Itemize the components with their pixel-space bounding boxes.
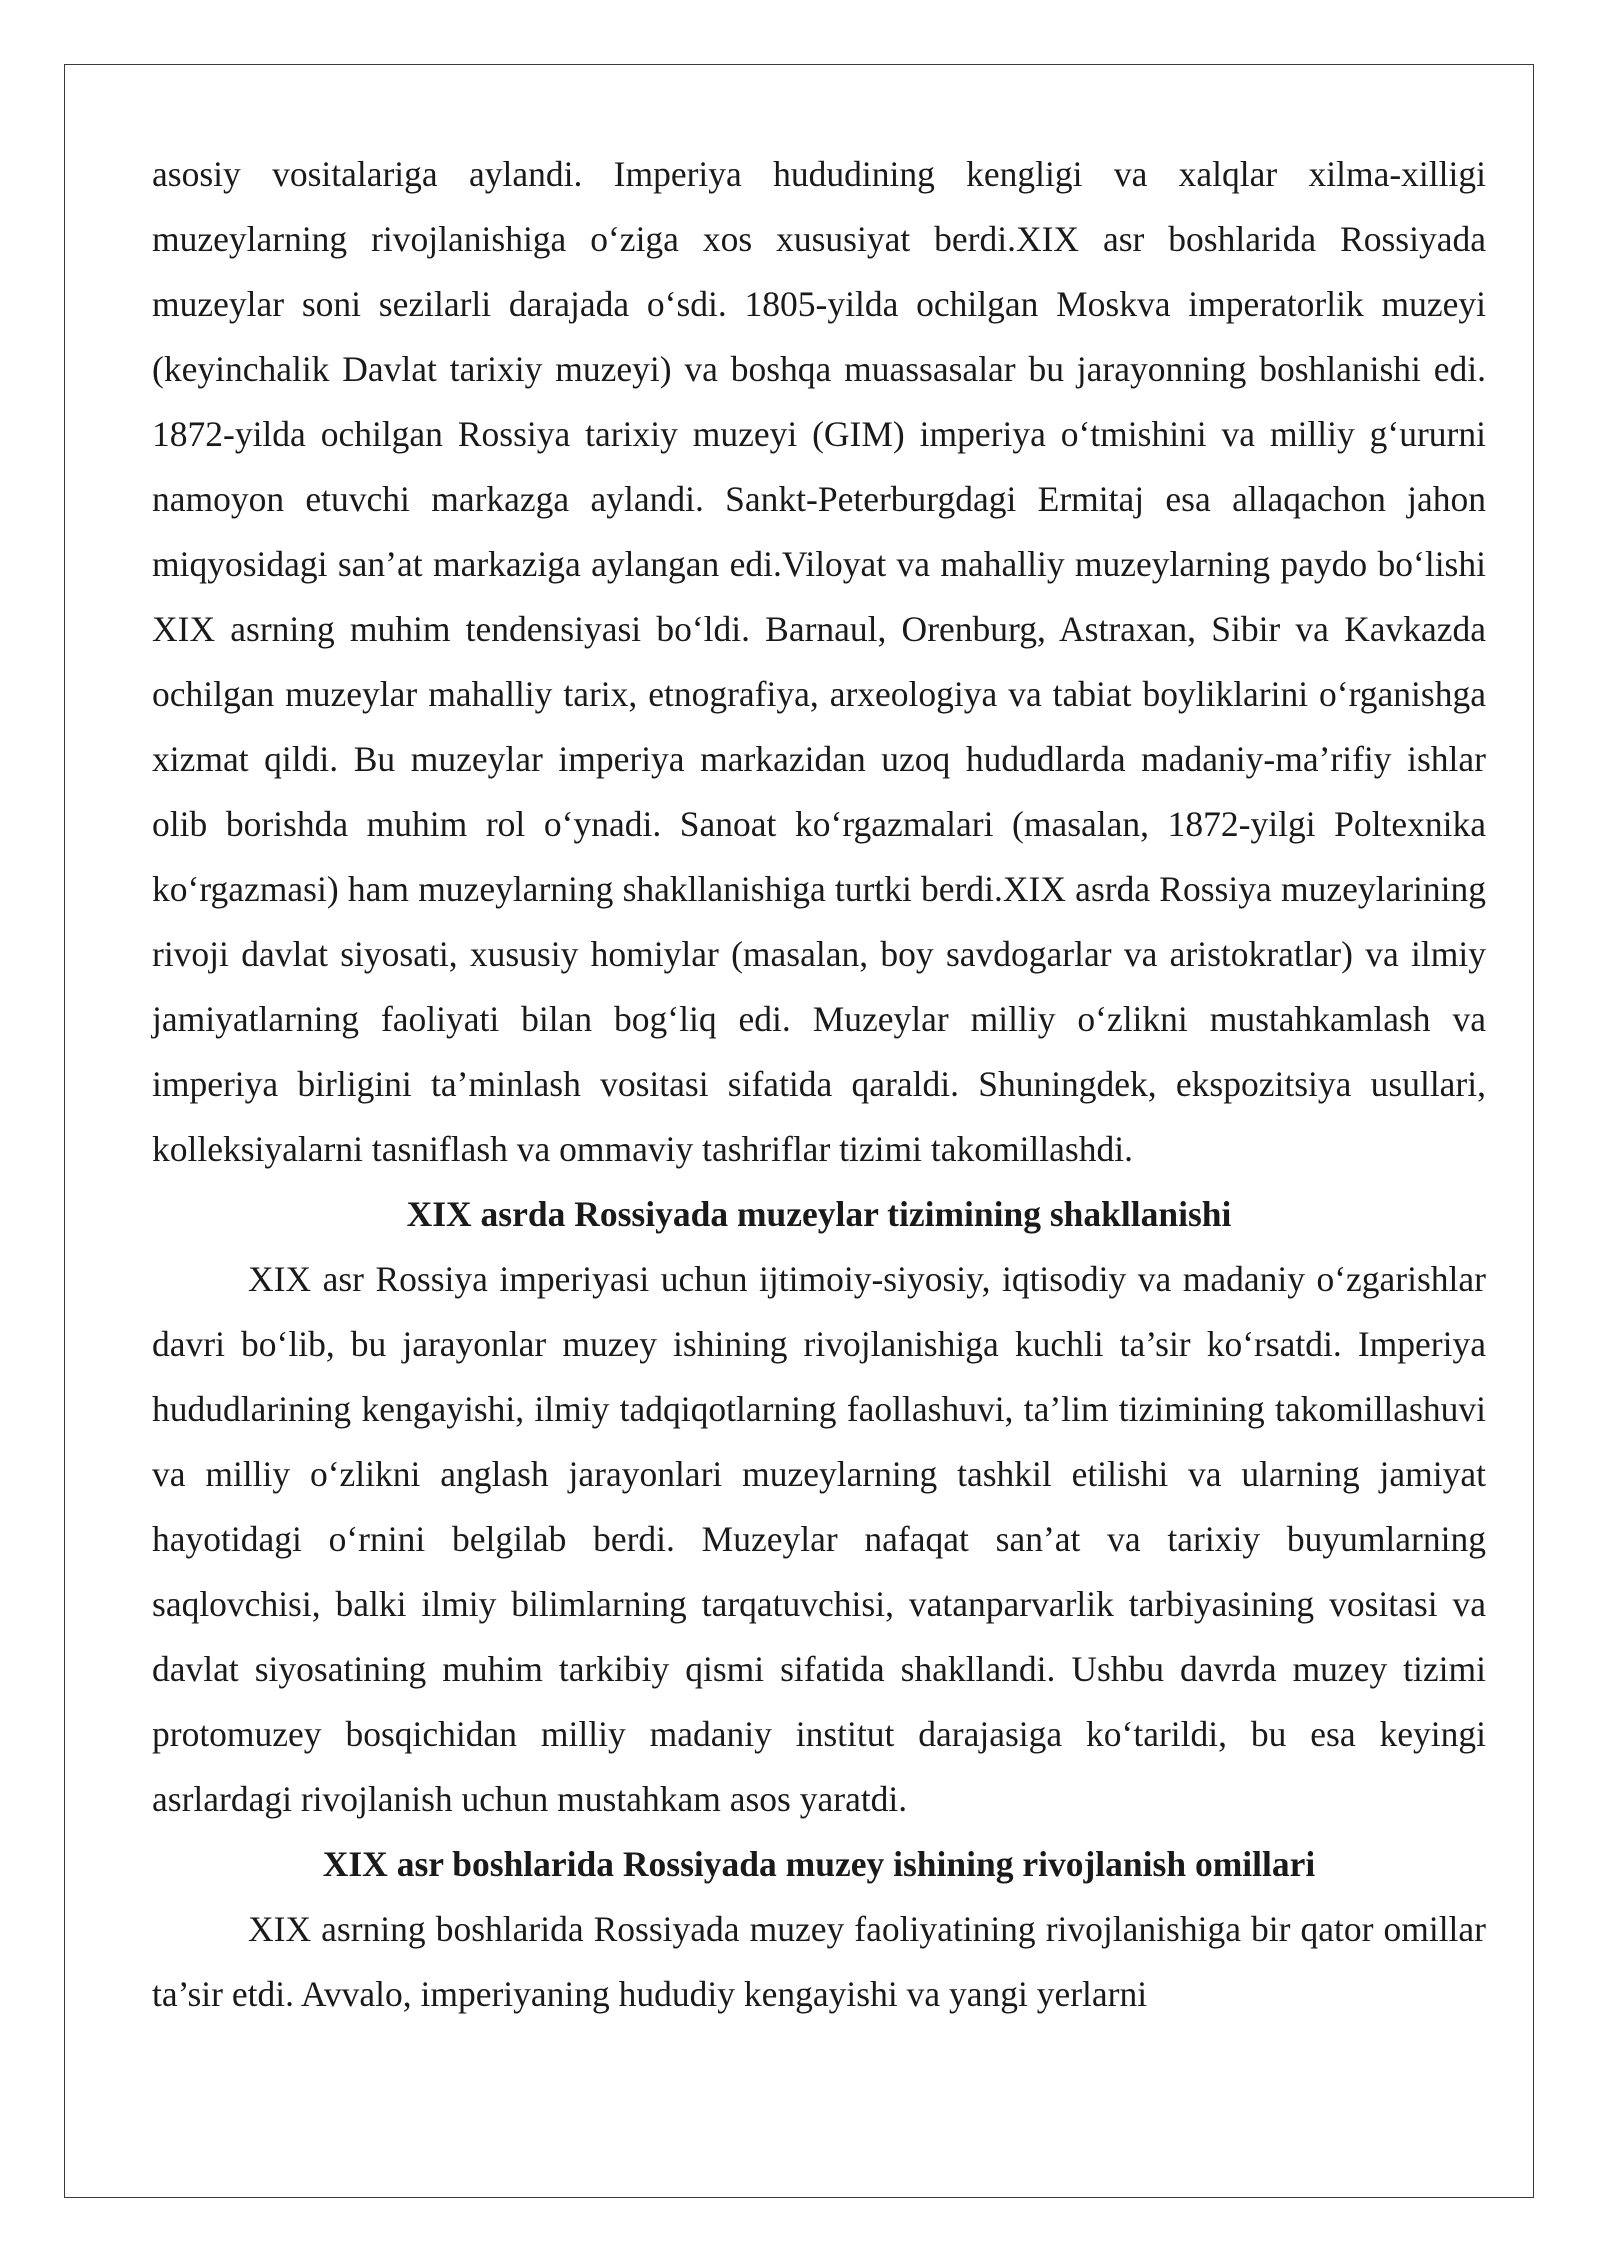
body-paragraph: XIX asrning boshlarida Rossiyada muzey faoliyatining rivojlanishiga bir qator omillar ta’sir etdi. Avvalo, imperiyaning hududiy kengayishi va yangi yerlarni [152, 1909, 1486, 2014]
section-heading: XIX asr boshlarida Rossiyada muzey ishining rivojlanish omillari [322, 1844, 1316, 1884]
document-body [152, 142, 1486, 2027]
section-heading: XIX asrda Rossiyada muzeylar tizimining shakllanishi [406, 1194, 1232, 1234]
body-paragraph: XIX asr Rossiya imperiyasi uchun ijtimoiy-siyosiy, iqtisodiy va madaniy o‘zgarishlar davri bo‘lib, bu jarayonlar muzey ishining rivojlanishiga kuchli ta’sir ko‘rsatdi. Imperiya hududlarining kengayishi, ilmiy tadqiqotlarning faollashuvi, ta’lim tizimining takomillashuvi va milliy o‘zlikni anglash jarayonlari muzeylarning tashkil etilishi va ularning jamiyat hayotidagi o‘rnini belgilab berdi. Muzeylar nafaqat san’at va tarixiy buyumlarning saqlovchisi, balki ilmiy bilimlarning tarqatuvchisi, vatanparvarlik tarbiyasining vositasi va davlat siyosatining muhim tarkibiy qismi sifatida shakllandi. Ushbu davrda muzey tizimi protomuzey bosqichidan milliy madaniy institut darajasiga ko‘tarildi, bu esa keyingi asrlardagi rivojlanish uchun mustahkam asos yaratdi. [152, 1259, 1486, 1819]
body-paragraph: asosiy vositalariga aylandi. Imperiya hududining kengligi va xalqlar xilma-xilligi muzeylarning rivojlanishiga o‘ziga xos xususiyat berdi.XIX asr boshlarida Rossiyada muzeylar soni sezilarli darajada o‘sdi. 1805-yilda ochilgan Moskva imperatorlik muzeyi (keyinchalik Davlat tarixiy muzeyi) va boshqa muassasalar bu jarayonning boshlanishi edi. 1872-yilda ochilgan Rossiya tarixiy muzeyi (GIM) imperiya o‘tmishini va milliy g‘ururni namoyon etuvchi markazga aylandi. Sankt-Peterburgdagi Ermitaj esa allaqachon jahon miqyosidagi san’at markaziga aylangan edi.Viloyat va mahalliy muzeylarning paydo bo‘lishi XIX asrning muhim tendensiyasi bo‘ldi. Barnaul, Orenburg, Astraxan, Sibir va Kavkazda ochilgan muzeylar mahalliy tarix, etnografiya, arxeologiya va tabiat boyliklarini o‘rganishga xizmat qildi. Bu muzeylar imperiya markazidan uzoq hududlarda madaniy-ma’rifiy ishlar olib borishda muhim rol o‘ynadi. Sanoat ko‘rgazmalari (masalan, 1872-yilgi Poltexnika ko‘rgazmasi) ham muzeylarning shakllanishiga turtki berdi.XIX asrda Rossiya muzeylarining rivoji davlat siyosati, xususiy homiylar (masalan, boy savdogarlar va aristokratlar) va ilmiy jamiyatlarning faoliyati bilan bog‘liq edi. Muzeylar milliy o‘zlikni mustahkamlash va imperiya birligini ta’minlash vositasi sifatida qaraldi. Shuningdek, ekspozitsiya usullari, kolleksiyalarni tasniflash va ommaviy tashriflar tizimi takomillashdi. [152, 154, 1486, 1169]
